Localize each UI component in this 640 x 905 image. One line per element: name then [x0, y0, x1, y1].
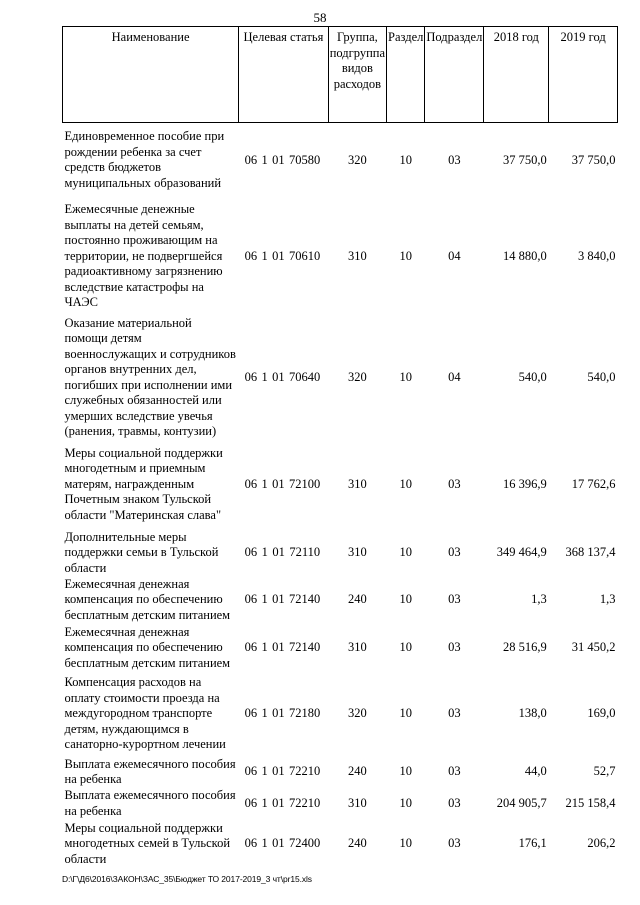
footer-file-path: D:\Г\Д6\2016\ЗАКОН\ЗАС_35\Бюджет ТО 2017-2019_3 чт\pr15.xls: [62, 874, 312, 884]
target-article-part: 01: [272, 545, 285, 559]
target-article-part: 06: [244, 764, 258, 779]
row-amount-2018: 44,0: [524, 764, 547, 779]
row-subsection: 03: [448, 836, 461, 851]
table-row: [63, 530, 618, 577]
row-target-article: [239, 576, 329, 624]
target-article-part: 01: [272, 369, 285, 384]
row-amount-2018: 204 905,7: [496, 795, 547, 810]
header-subsection: Подраздел: [425, 27, 484, 123]
table-row: [63, 198, 618, 316]
header-target-article: Целевая статья: [239, 27, 329, 123]
row-target-article: [239, 624, 329, 672]
target-article-part: 72140: [288, 592, 321, 607]
target-article-part: 1: [261, 369, 268, 384]
row-name: Ежемесячная денежная компенсация по обеспечению бесплатным детским питанием: [64, 624, 231, 670]
row-expense-group: 310: [347, 248, 367, 263]
header-year-2019: 2019 год: [549, 27, 618, 123]
target-article-part: 06: [244, 369, 258, 384]
header-name: Наименование: [63, 27, 239, 123]
row-name: Ежемесячные денежные выплаты на детей семьям, постоянно проживающим на территории, не подвергшейся радиоактивному загрязнению вследствие катастрофы на ЧАЭС: [64, 202, 223, 310]
row-subsection: 03: [448, 545, 461, 559]
target-article-part: 06: [244, 152, 258, 167]
row-target-article: [239, 440, 329, 530]
row-name: Компенсация расходов на оплату стоимости проезда на междугородном транспорте детям, нуждающимся в санаторно-курортном лечении: [64, 675, 226, 752]
row-expense-group: 240: [347, 836, 367, 851]
row-target-article: [239, 530, 329, 577]
row-section: 10: [399, 640, 412, 655]
row-section: 10: [399, 764, 412, 779]
target-article-part: 06: [244, 795, 258, 810]
row-amount-2019: 17 762,6: [571, 476, 616, 491]
row-amount-2018: 349 464,9: [496, 545, 547, 559]
target-article-part: 1: [261, 545, 268, 559]
target-article-part: 1: [261, 592, 268, 607]
row-section: 10: [399, 706, 412, 721]
row-subsection: 03: [448, 476, 461, 491]
target-article-part: 01: [272, 640, 285, 655]
row-amount-2019: 206,2: [587, 836, 616, 851]
row-section: 10: [399, 836, 412, 851]
row-subsection: 03: [448, 640, 461, 655]
row-name: Единовременное пособие при рождении ребенка за счет средств бюджетов муниципальных образований: [64, 129, 225, 190]
row-name: Меры социальной поддержки многодетных семей в Тульской области: [64, 820, 231, 866]
row-amount-2018: 138,0: [518, 706, 547, 721]
row-section: 10: [399, 369, 412, 384]
row-amount-2018: 1,3: [531, 592, 547, 607]
row-section: 10: [399, 592, 412, 607]
target-article-part: 72400: [288, 836, 321, 851]
target-article-part: 01: [272, 476, 285, 491]
row-subsection: 03: [448, 795, 461, 810]
row-expense-group: 240: [347, 764, 367, 779]
target-article-part: 06: [244, 248, 258, 263]
row-amount-2018: 28 516,9: [503, 640, 547, 655]
target-article-part: 70610: [288, 248, 321, 263]
target-article-part: 1: [261, 706, 268, 721]
row-expense-group: 310: [347, 545, 367, 559]
table-row: [63, 440, 618, 530]
row-amount-2019: 52,7: [593, 764, 616, 779]
target-article-part: 72210: [288, 795, 321, 810]
target-article-part: 72100: [288, 476, 321, 491]
target-article-part: 06: [244, 706, 258, 721]
table-row: [63, 316, 618, 440]
row-section: 10: [399, 545, 412, 559]
target-article-part: 1: [261, 836, 268, 851]
target-article-part: 1: [261, 795, 268, 810]
row-name: Дополнительные меры поддержки семьи в Тульской области: [64, 529, 219, 575]
target-article-part: 1: [261, 152, 268, 167]
target-article-part: 72110: [289, 545, 321, 559]
table-row: [63, 576, 618, 624]
row-section: 10: [399, 476, 412, 491]
table-row: [63, 624, 618, 672]
row-amount-2019: 37 750,0: [571, 152, 616, 167]
target-article-part: 01: [272, 248, 285, 263]
header-section: Раздел: [387, 27, 425, 123]
row-amount-2019: 3 840,0: [578, 248, 616, 263]
row-target-article: [239, 756, 329, 788]
target-article-part: 01: [272, 795, 285, 810]
row-amount-2018: 176,1: [518, 836, 547, 851]
page-number: 58: [313, 10, 327, 25]
row-section: 10: [399, 248, 412, 263]
row-subsection: 03: [448, 764, 461, 779]
row-target-article: [239, 198, 329, 316]
row-expense-group: 310: [347, 476, 367, 491]
row-expense-group: 310: [347, 795, 367, 810]
budget-table: [62, 26, 618, 869]
row-expense-group: 320: [347, 706, 367, 721]
table-row: [63, 123, 618, 198]
target-article-part: 01: [272, 836, 285, 851]
row-expense-group: 320: [347, 152, 367, 167]
table-row: [63, 819, 618, 869]
row-name: Выплата ежемесячного пособия на ребенка: [64, 788, 236, 818]
row-subsection: 03: [448, 706, 461, 721]
target-article-part: 72210: [288, 764, 321, 779]
target-article-part: 72140: [288, 640, 321, 655]
row-subsection: 03: [448, 592, 461, 607]
row-target-article: [239, 672, 329, 756]
target-article-part: 70640: [288, 369, 321, 384]
row-expense-group: 320: [347, 369, 367, 384]
table-header-row: [63, 27, 618, 123]
target-article-part: 1: [261, 640, 268, 655]
target-article-part: 06: [244, 592, 258, 607]
target-article-part: 06: [244, 836, 258, 851]
row-subsection: 04: [448, 369, 461, 384]
row-expense-group: 240: [347, 592, 367, 607]
table-row: [63, 756, 618, 788]
header-expense-group: Группа, подгруппа видов расходов: [328, 27, 386, 123]
row-subsection: 04: [448, 248, 461, 263]
row-section: 10: [399, 152, 412, 167]
target-article-part: 1: [261, 248, 268, 263]
row-amount-2018: 14 880,0: [503, 248, 547, 263]
row-amount-2019: 169,0: [587, 706, 616, 721]
row-name: Оказание материальной помощи детям военнослужащих и сотрудников органов внутренних дел, погибших при исполнении ими служебных обязанностей или умерших вследствие увечья (ранения, травмы, контузии): [64, 315, 236, 438]
row-target-article: [239, 788, 329, 819]
row-subsection: 03: [448, 152, 461, 167]
table-row: [63, 672, 618, 756]
target-article-part: 1: [261, 764, 268, 779]
target-article-part: 06: [244, 476, 258, 491]
row-amount-2018: 540,0: [518, 369, 547, 384]
target-article-part: 06: [244, 545, 258, 559]
row-name: Ежемесячная денежная компенсация по обеспечению бесплатным детским питанием: [64, 576, 231, 622]
row-amount-2019: 540,0: [587, 369, 616, 384]
row-target-article: [239, 819, 329, 869]
row-name: Меры социальной поддержки многодетным и приемным матерям, награжденным Почетным знаком Тульской области "Материнская слава": [64, 445, 223, 522]
header-year-2018: 2018 год: [484, 27, 549, 123]
table-row: [63, 788, 618, 819]
target-article-part: 01: [272, 764, 285, 779]
row-amount-2019: 215 158,4: [565, 795, 616, 810]
row-amount-2019: 31 450,2: [571, 640, 616, 655]
row-section: 10: [399, 795, 412, 810]
row-amount-2018: 16 396,9: [503, 476, 547, 491]
row-amount-2019: 368 137,4: [565, 545, 616, 559]
target-article-part: 01: [272, 152, 285, 167]
row-amount-2019: 1,3: [599, 592, 616, 607]
target-article-part: 01: [272, 592, 285, 607]
row-target-article: [239, 316, 329, 440]
row-target-article: [239, 123, 329, 198]
target-article-part: 72180: [288, 706, 321, 721]
target-article-part: 1: [261, 476, 268, 491]
row-expense-group: 310: [347, 640, 367, 655]
row-amount-2018: 37 750,0: [503, 152, 547, 167]
row-name: Выплата ежемесячного пособия на ребенка: [64, 756, 236, 786]
target-article-part: 01: [272, 706, 285, 721]
target-article-part: 06: [244, 640, 258, 655]
target-article-part: 70580: [288, 152, 321, 167]
